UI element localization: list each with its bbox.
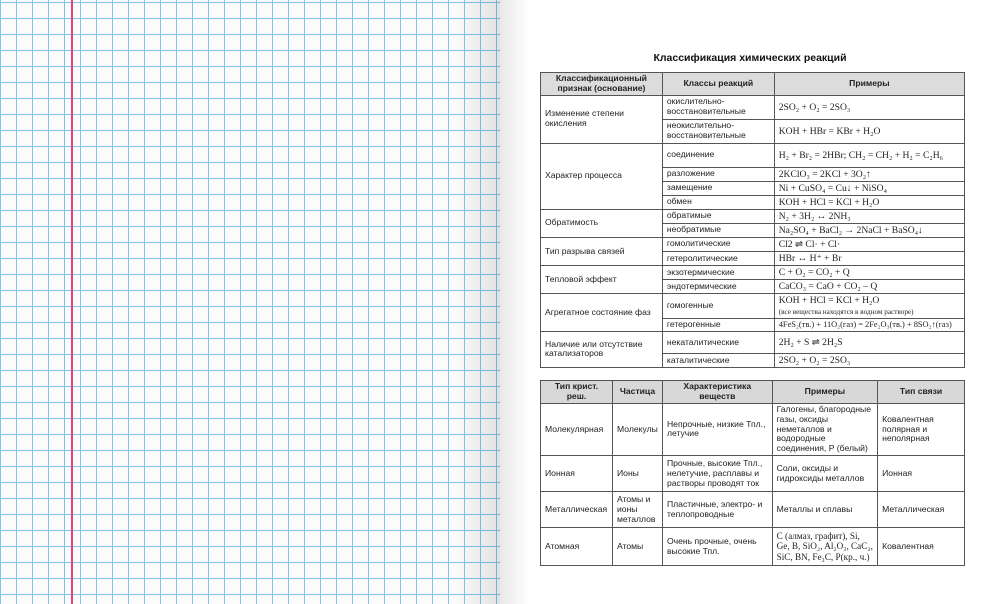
column-header: Тип крист. реш.: [541, 381, 613, 404]
examples-cell: Металлы и сплавы: [772, 492, 878, 528]
class-cell: неокислительно-восстановительные: [662, 119, 774, 143]
class-cell: гетерогенные: [662, 319, 774, 332]
particle-cell: Ионы: [612, 456, 662, 492]
properties-cell: Пластичные, электро- и теплопроводные: [662, 492, 772, 528]
lattice-type-cell: Атомная: [541, 528, 613, 566]
bond-type-cell: Металлическая: [878, 492, 965, 528]
example-cell: KOH + HCl = KCl + H₂O: [774, 195, 964, 209]
example-cell: 2SO₂ + O₂ = 2SO₃: [774, 353, 964, 367]
example-cell: 2SO₂ + O₂ = 2SO₃: [774, 95, 964, 119]
examples-cell: Галогены, благородные газы, оксиды неметаллов и водородные соединения, Р (белый): [772, 403, 878, 455]
criterion-cell: Изменение степени окисления: [541, 95, 663, 143]
column-header: Примеры: [774, 73, 964, 96]
column-header: Классы реакций: [662, 73, 774, 96]
class-cell: гомогенные: [662, 294, 774, 319]
criterion-cell: Тип разрыва связей: [541, 237, 663, 265]
example-cell: KOH + HBr = KBr + H₂O: [774, 119, 964, 143]
criterion-cell: Обратимость: [541, 209, 663, 237]
example-text: KOH + HCl = KCl + H₂O: [778, 295, 880, 307]
crystal-lattice-table: [540, 380, 965, 566]
class-cell: обратимые: [662, 209, 774, 223]
class-cell: замещение: [662, 181, 774, 195]
class-cell: окислительно-восстановительные: [662, 95, 774, 119]
example-cell: H₂ + Br₂ = 2HBr; CH₂ = CH₂ + H₂ = C₂H₆: [774, 143, 964, 167]
particle-cell: Молекулы: [612, 403, 662, 455]
properties-cell: Очень прочные, очень высокие Тпл.: [662, 528, 772, 566]
class-cell: необратимые: [662, 223, 774, 237]
column-header: Характеристика веществ: [662, 381, 772, 404]
class-cell: экзотермические: [662, 265, 774, 279]
criterion-cell: Агрегатное состояние фаз: [541, 294, 663, 332]
column-header: Тип связи: [878, 381, 965, 404]
lattice-type-cell: Ионная: [541, 456, 613, 492]
reaction-classification-table: [540, 72, 965, 368]
bond-type-cell: Ковалентная: [878, 528, 965, 566]
criterion-cell: Характер процесса: [541, 143, 663, 209]
example-cell: 4FeS₂(тв.) + 11O₂(газ) = 2Fe₂O₃(тв.) + 8SO₂↑(газ): [774, 319, 964, 332]
particle-cell: Атомы и ионы металлов: [612, 492, 662, 528]
column-header: Классификационный признак (основание): [541, 73, 663, 96]
lattice-type-cell: Молекулярная: [541, 403, 613, 455]
example-cell: Ni + CuSO₄ = Cu↓ + NiSO₄: [774, 181, 964, 195]
class-cell: обмен: [662, 195, 774, 209]
class-cell: гетеролитические: [662, 251, 774, 265]
bond-type-cell: Ионная: [878, 456, 965, 492]
particle-cell: Атомы: [612, 528, 662, 566]
example-note: (все вещества находятся в водном растворе): [778, 308, 914, 317]
criterion-cell: Тепловой эффект: [541, 265, 663, 293]
examples-cell: Соли, оксиды и гидроксиды металлов: [772, 456, 878, 492]
example-cell: 2KClO₃ = 2KCl + 3O₂↑: [774, 167, 964, 181]
column-header: Примеры: [772, 381, 878, 404]
example-cell: C + O₂ = CO₂ + Q: [774, 265, 964, 279]
example-cell: HBr ↔ H⁺ + Br: [774, 251, 964, 265]
page-title: Классификация химических реакций: [653, 52, 847, 64]
example-cell: 2H₂ + S ⇌ 2H₂S: [774, 331, 964, 353]
criterion-cell: Наличие или отсутствие катализаторов: [541, 331, 663, 367]
class-cell: разложение: [662, 167, 774, 181]
examples-cell: С (алмаз, графит), Si, Ge, B, SiO₂, Al₂O₃, CaC₂, SiC, BN, Fe₃C, P(кр., ч.): [772, 528, 878, 566]
class-cell: гомолитические: [662, 237, 774, 251]
example-cell: CaCO₃ = CaO + CO₂ – Q: [774, 280, 964, 294]
class-cell: каталитические: [662, 353, 774, 367]
column-header: Частица: [612, 381, 662, 404]
example-cell: N₂ + 3H₂ ↔ 2NH₃: [774, 209, 964, 223]
properties-cell: Прочные, высокие Тпл., нелетучие, расплавы и растворы проводят ток: [662, 456, 772, 492]
margin-line: [71, 0, 73, 604]
lattice-type-cell: Металлическая: [541, 492, 613, 528]
example-cell: Cl2 ⇌ Cl· + Cl·: [774, 237, 964, 251]
class-cell: эндотермические: [662, 280, 774, 294]
class-cell: соединение: [662, 143, 774, 167]
bond-type-cell: Ковалентная полярная и неполярная: [878, 403, 965, 455]
example-cell: Na₂SO₄ + BaCl₂ → 2NaCl + BaSO₄↓: [774, 223, 964, 237]
example-cell: [774, 294, 964, 319]
class-cell: некаталитические: [662, 331, 774, 353]
properties-cell: Непрочные, низкие Тпл., летучие: [662, 403, 772, 455]
